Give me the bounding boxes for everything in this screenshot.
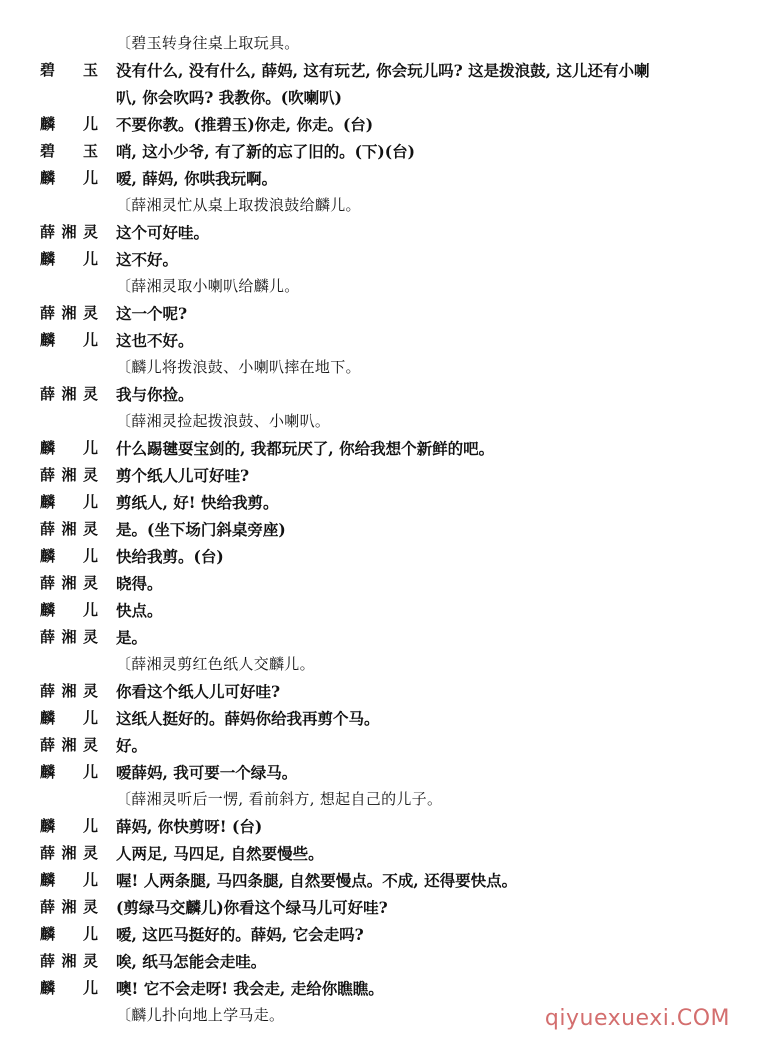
speaker-name: 薛湘灵	[40, 628, 98, 646]
speaker-name: 麟 儿	[40, 709, 98, 727]
speaker-name: 薛湘灵	[40, 682, 98, 700]
dialogue-line	[0, 543, 760, 570]
line-text: 是。	[116, 628, 148, 647]
speaker-name: 碧 玉	[40, 61, 98, 79]
line-text: 这个可好哇。	[116, 223, 210, 242]
speaker-name: 麟 儿	[40, 439, 98, 457]
speaker-name: 麟 儿	[40, 250, 98, 268]
line-text: 这也不好。	[116, 331, 194, 350]
speaker-name: 薛湘灵	[40, 520, 98, 538]
speaker-name: 麟 儿	[40, 547, 98, 565]
dialogue-line	[0, 867, 760, 894]
dialogue-line	[0, 165, 760, 192]
line-text: 不要你教。(推碧玉)你走, 你走。(台)	[116, 115, 374, 134]
direction-text: 〔薛湘灵捡起拨浪鼓、小喇叭。	[116, 412, 331, 430]
dialogue-line	[0, 975, 760, 1002]
speaker-name: 薛湘灵	[40, 574, 98, 592]
dialogue-line	[0, 138, 760, 165]
line-text: 剪个纸人儿可好哇?	[116, 466, 250, 485]
stage-direction	[0, 192, 760, 219]
line-text: 嗳, 这匹马挺好的。薛妈, 它会走吗?	[116, 925, 364, 944]
speaker-name: 麟 儿	[40, 115, 98, 133]
script-page	[0, 30, 760, 1029]
direction-text: 〔碧玉转身往桌上取玩具。	[116, 34, 300, 52]
speaker-name: 薛湘灵	[40, 304, 98, 322]
direction-text: 〔薛湘灵剪红色纸人交麟儿。	[116, 655, 315, 673]
speaker-name: 薛湘灵	[40, 736, 98, 754]
dialogue-line	[0, 894, 760, 921]
dialogue-line	[0, 381, 760, 408]
speaker-name: 薛湘灵	[40, 952, 98, 970]
direction-text: 〔薛湘灵听后一愣, 看前斜方, 想起自己的儿子。	[116, 790, 443, 808]
speaker-name: 薛湘灵	[40, 385, 98, 403]
direction-text: 〔麟儿扑向地上学马走。	[116, 1006, 285, 1024]
line-text: 哨, 这小少爷, 有了新的忘了旧的。(下)(台)	[116, 142, 415, 161]
line-text: 剪纸人, 好! 快给我剪。	[116, 493, 279, 512]
speaker-name: 薛湘灵	[40, 466, 98, 484]
direction-text: 〔薛湘灵忙从桌上取拨浪鼓给麟儿。	[116, 196, 361, 214]
dialogue-line	[0, 300, 760, 327]
dialogue-line	[0, 597, 760, 624]
dialogue-line	[0, 624, 760, 651]
line-text: 是。(坐下场门斜桌旁座)	[116, 520, 286, 539]
dialogue-line	[0, 246, 760, 273]
dialogue-continuation	[0, 84, 760, 111]
line-text: 没有什么, 没有什么, 薛妈, 这有玩艺, 你会玩儿吗? 这是拨浪鼓, 这儿还有小喇	[116, 61, 650, 80]
stage-direction	[0, 354, 760, 381]
stage-direction	[0, 30, 760, 57]
speaker-name: 麟 儿	[40, 979, 98, 997]
line-text: 噢! 它不会走呀! 我会走, 走给你瞧瞧。	[116, 979, 384, 998]
line-text: 这纸人挺好的。薛妈你给我再剪个马。	[116, 709, 380, 728]
line-text: 叭, 你会吹吗? 我教你。(吹喇叭)	[116, 88, 342, 107]
speaker-name: 薛湘灵	[40, 223, 98, 241]
line-text: (剪绿马交麟儿)你看这个绿马儿可好哇?	[116, 898, 388, 917]
line-text: 这不好。	[116, 250, 179, 269]
dialogue-line	[0, 570, 760, 597]
line-text: 好。	[116, 736, 148, 755]
dialogue-line	[0, 57, 760, 84]
speaker-name: 麟 儿	[40, 817, 98, 835]
dialogue-line	[0, 705, 760, 732]
dialogue-line	[0, 111, 760, 138]
dialogue-line	[0, 462, 760, 489]
stage-direction	[0, 408, 760, 435]
line-text: 喔! 人两条腿, 马四条腿, 自然要慢点。不成, 还得要快点。	[116, 871, 518, 890]
line-text: 这一个呢?	[116, 304, 188, 323]
dialogue-line	[0, 435, 760, 462]
speaker-name: 麟 儿	[40, 169, 98, 187]
speaker-name: 麟 儿	[40, 925, 98, 943]
dialogue-line	[0, 732, 760, 759]
dialogue-line	[0, 813, 760, 840]
direction-text: 〔麟儿将拨浪鼓、小喇叭摔在地下。	[116, 358, 361, 376]
stage-direction	[0, 651, 760, 678]
speaker-name: 麟 儿	[40, 493, 98, 511]
speaker-name: 麟 儿	[40, 871, 98, 889]
direction-text: 〔薛湘灵取小喇叭给麟儿。	[116, 277, 300, 295]
line-text: 人两足, 马四足, 自然要慢些。	[116, 844, 324, 863]
site-watermark: qiyuexuexi.COM	[544, 1006, 730, 1031]
dialogue-line	[0, 489, 760, 516]
stage-direction	[0, 273, 760, 300]
line-text: 嗳薛妈, 我可要一个绿马。	[116, 763, 298, 782]
dialogue-line	[0, 678, 760, 705]
line-text: 唉, 纸马怎能会走哇。	[116, 952, 267, 971]
dialogue-line	[0, 327, 760, 354]
line-text: 晓得。	[116, 574, 163, 593]
dialogue-line	[0, 516, 760, 543]
speaker-name: 薛湘灵	[40, 844, 98, 862]
speaker-name: 薛湘灵	[40, 898, 98, 916]
line-text: 快给我剪。(台)	[116, 547, 224, 566]
dialogue-line	[0, 840, 760, 867]
speaker-name: 麟 儿	[40, 331, 98, 349]
stage-direction	[0, 786, 760, 813]
line-text: 薛妈, 你快剪呀! (台)	[116, 817, 263, 836]
line-text: 快点。	[116, 601, 163, 620]
line-text: 嗳, 薛妈, 你哄我玩啊。	[116, 169, 278, 188]
line-text: 我与你捡。	[116, 385, 194, 404]
dialogue-line	[0, 948, 760, 975]
line-text: 什么踢毽耍宝剑的, 我都玩厌了, 你给我想个新鲜的吧。	[116, 439, 495, 458]
speaker-name: 麟 儿	[40, 601, 98, 619]
dialogue-line	[0, 219, 760, 246]
speaker-name: 碧 玉	[40, 142, 98, 160]
speaker-name: 麟 儿	[40, 763, 98, 781]
dialogue-line	[0, 759, 760, 786]
dialogue-line	[0, 921, 760, 948]
line-text: 你看这个纸人儿可好哇?	[116, 682, 281, 701]
